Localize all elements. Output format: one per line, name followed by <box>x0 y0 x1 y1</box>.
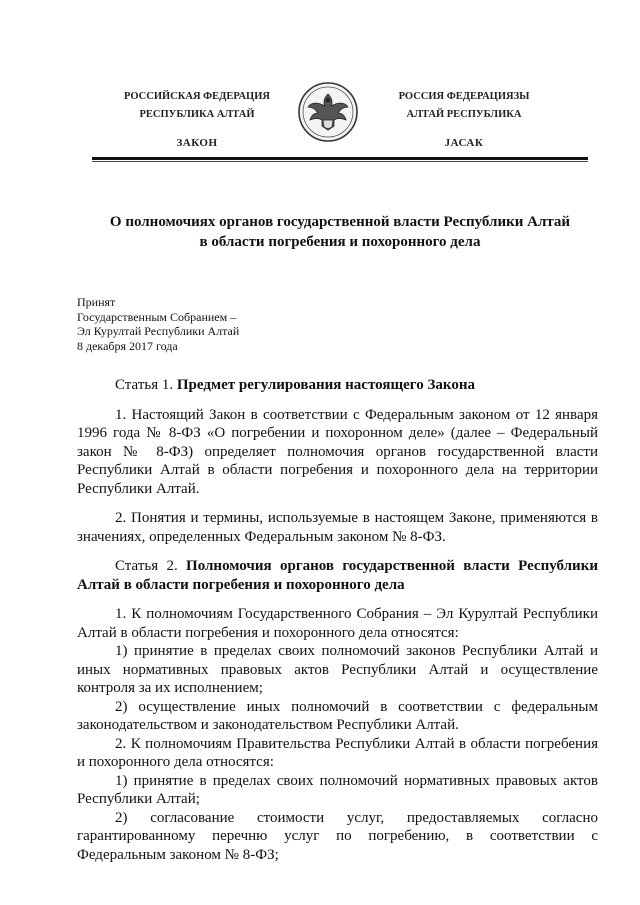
header-left-republic: РЕСПУБЛИКА АЛТАЙ <box>139 109 255 120</box>
header-left-law: ЗАКОН <box>176 137 218 149</box>
article-1-number: Статья 1. <box>115 377 177 393</box>
adoption-date: 8 декабря 2017 года <box>77 338 178 353</box>
adoption-line-2: Государственным Собранием – <box>77 309 237 324</box>
header-right <box>364 88 564 152</box>
article-2-item-1-1: 1) принятие в пределах своих полномочий законов Республики Алтай и иных нормативных правовых актов Республики Алтай и осуществление контроля за их исполнением; <box>77 643 598 696</box>
adoption-block <box>77 295 337 353</box>
article-2-item-2-2: 2) согласование стоимости услуг, предоставляемых согласно гарантированному перечню услуг по погребению, в соответствии с Федеральным законом № 8-ФЗ; <box>77 809 598 863</box>
adoption-line-1: Принят <box>77 295 116 309</box>
article-2-title: Полномочия органов государственной власти Республики Алтай в области погребения и похоронного дела <box>77 558 598 593</box>
article-1-paragraph-1: 1. Настоящий Закон в соответствии с Федеральным законом от 12 января 1996 года № 8-ФЗ «О погребении и похоронном деле» (далее – Федеральный закон № 8-ФЗ) определяет полномочия органов государственной власти Республики Алтай в области погребения и похоронного дела на территории Республики Алтай. <box>77 406 598 497</box>
article-2-heading <box>77 557 598 594</box>
adoption-line-3: Эл Курултай Республики Алтай <box>77 324 240 338</box>
law-title-line-1: О полномочиях органов государственной власти Республики Алтай <box>109 214 571 230</box>
law-title <box>70 212 610 252</box>
article-2-item-2-1: 1) принятие в пределах своих полномочий нормативных правовых актов Республики Алтай; <box>77 772 598 807</box>
header-left <box>97 88 297 152</box>
header-left-country: РОССИЙСКАЯ ФЕДЕРАЦИЯ <box>124 91 270 102</box>
header-right-country: РОССИЯ ФЕДЕРАЦИЯЗЫ <box>398 91 530 102</box>
article-1-paragraph-2: 2. Понятия и термины, используемые в настоящем Законе, применяются в значениях, определенных Федеральным законом № 8-ФЗ. <box>77 510 598 545</box>
article-2-paragraph-2: 2. К полномочиям Правительства Республики Алтай в области погребения и похоронного дела относятся: <box>77 735 598 770</box>
law-body <box>77 376 598 864</box>
law-title-line-2: в области погребения и похоронного дела <box>199 234 481 250</box>
header-divider-thin <box>92 161 588 162</box>
header-right-republic: АЛТАЙ РЕСПУБЛИКА <box>406 109 522 120</box>
article-1-title: Предмет регулирования настоящего Закона <box>176 377 475 393</box>
coat-of-arms-icon <box>296 80 360 144</box>
article-2-paragraph-1: 1. К полномочиям Государственного Собрания – Эл Курултай Республики Алтай в области погребения и похоронного дела относятся: <box>77 606 598 641</box>
article-2-number: Статья 2. <box>115 558 187 574</box>
header-right-law: JАСАК <box>444 137 484 149</box>
article-2-item-1-2: 2) осуществление иных полномочий в соответствии с федеральным законодательством и законодательством Республики Алтай. <box>77 698 598 733</box>
header-divider-thick <box>92 157 588 160</box>
article-1-heading <box>77 376 598 395</box>
